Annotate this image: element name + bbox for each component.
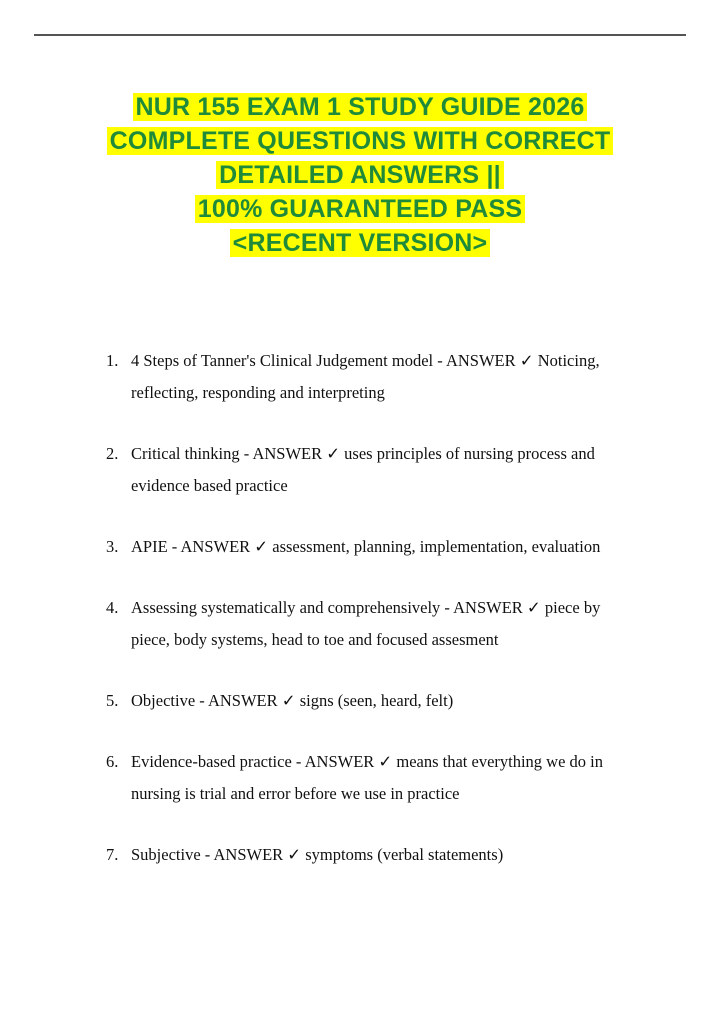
question-number: 5. xyxy=(106,691,119,710)
question-number: 6. xyxy=(106,752,119,771)
document-title xyxy=(0,90,720,260)
title-line-text: NUR 155 EXAM 1 STUDY GUIDE 2026 xyxy=(133,93,588,121)
question-text: APIE - ANSWER ✓ assessment, planning, implementation, evaluation xyxy=(131,537,601,556)
question-number: 4. xyxy=(106,598,119,617)
title-line xyxy=(0,90,720,124)
question-text: Assessing systematically and comprehensively - ANSWER ✓ piece by piece, body systems, head to toe and focused assesment xyxy=(131,598,601,649)
top-divider xyxy=(34,34,686,36)
question-text: Critical thinking - ANSWER ✓ uses principles of nursing process and evidence based practice xyxy=(131,444,595,495)
question-item xyxy=(106,592,626,656)
question-text: Evidence-based practice - ANSWER ✓ means that everything we do in nursing is trial and error before we use in practice xyxy=(131,752,604,803)
question-number: 7. xyxy=(106,845,119,864)
question-item xyxy=(106,438,626,502)
question-item xyxy=(106,746,626,810)
question-number: 1. xyxy=(106,351,119,370)
title-line-text: COMPLETE QUESTIONS WITH CORRECT xyxy=(107,127,614,155)
title-line-text: DETAILED ANSWERS || xyxy=(216,161,504,189)
title-line xyxy=(0,124,720,158)
question-text: 4 Steps of Tanner's Clinical Judgement model - ANSWER ✓ Noticing, reflecting, responding and interpreting xyxy=(131,351,600,402)
question-item xyxy=(106,839,626,871)
title-line xyxy=(0,192,720,226)
question-text: Objective - ANSWER ✓ signs (seen, heard, felt) xyxy=(131,691,454,710)
title-line xyxy=(0,158,720,192)
question-item xyxy=(106,345,626,409)
question-number: 2. xyxy=(106,444,119,463)
question-text: Subjective - ANSWER ✓ symptoms (verbal statements) xyxy=(131,845,504,864)
question-answer-list xyxy=(106,345,626,871)
question-number: 3. xyxy=(106,537,119,556)
title-line-text: <RECENT VERSION> xyxy=(230,229,491,257)
question-item xyxy=(106,531,626,563)
title-line-text: 100% GUARANTEED PASS xyxy=(195,195,525,223)
title-line xyxy=(0,226,720,260)
question-item xyxy=(106,685,626,717)
